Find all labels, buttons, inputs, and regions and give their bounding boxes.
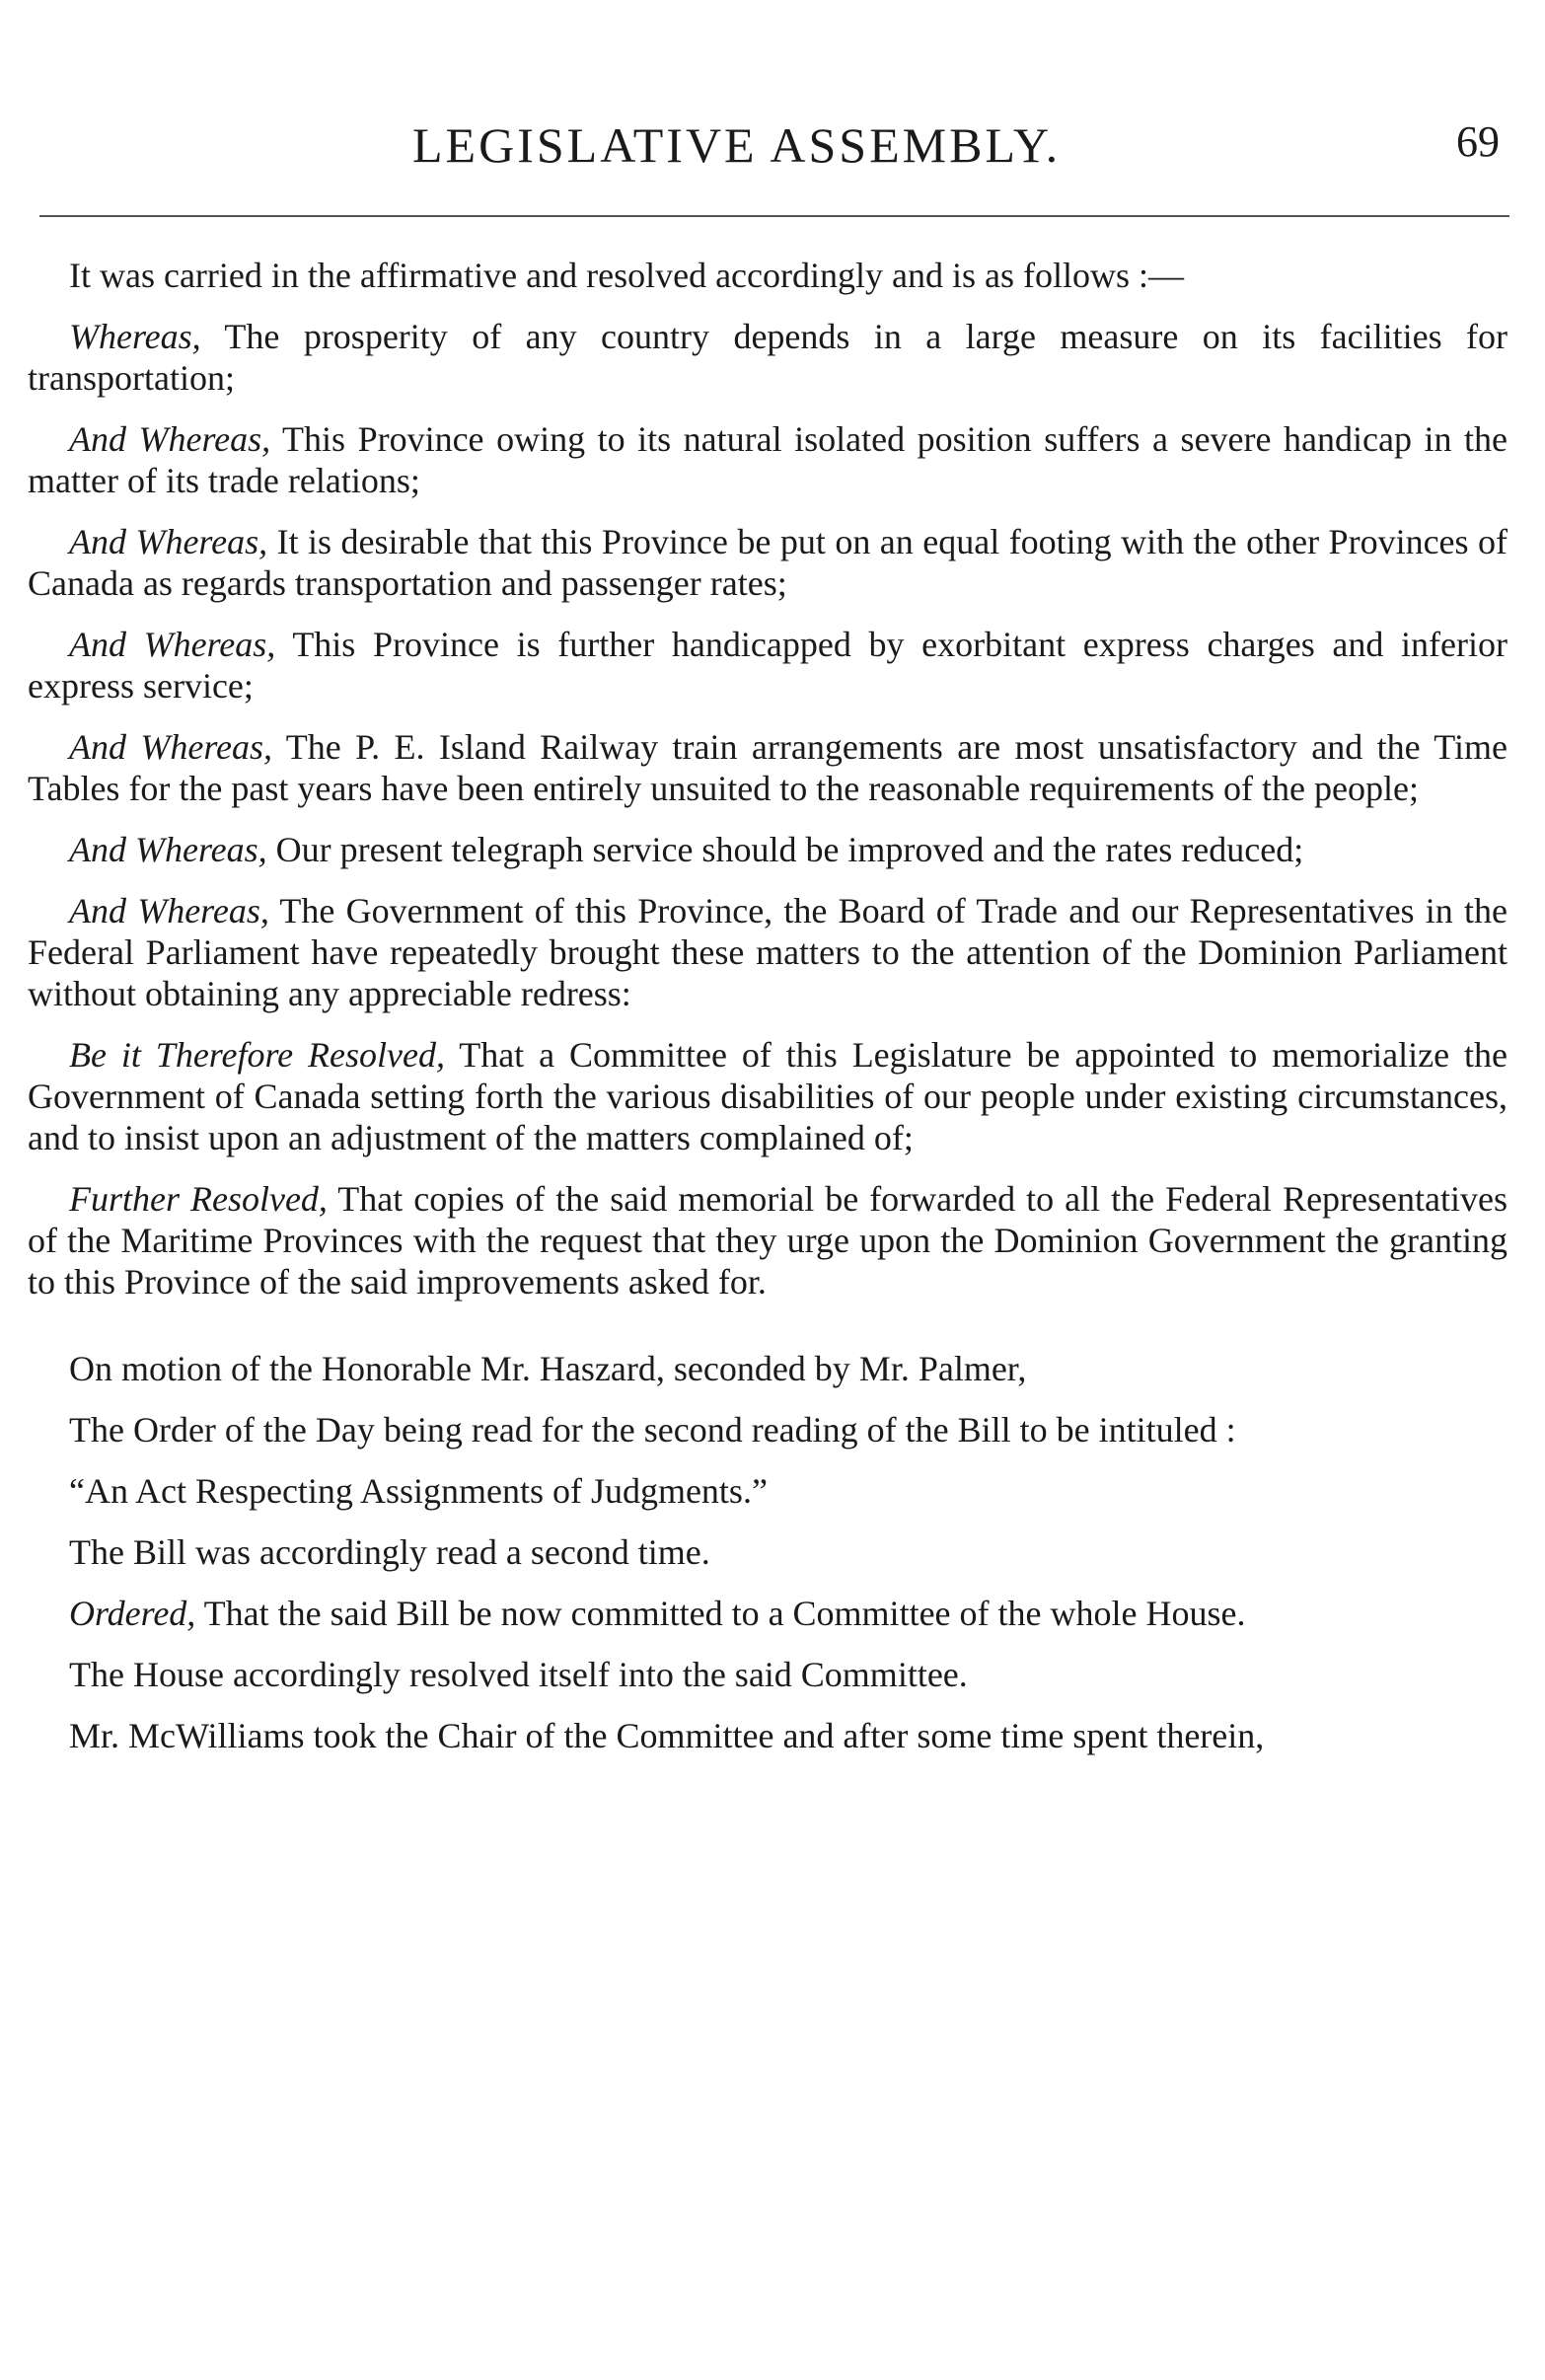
paragraph-whereas-1 <box>28 316 1508 399</box>
paragraph-motion <box>28 1348 1508 1389</box>
paragraph-lead: Further Resolved, <box>69 1179 328 1219</box>
paragraph-text: This Province owing to its natural isolated position suffers a severe handicap in the matter of its trade relations; <box>28 419 1508 500</box>
paragraph-order-of-day <box>28 1409 1508 1450</box>
paragraph-text: This Province is further handicapped by exorbitant express charges and inferior express service; <box>28 625 1508 706</box>
paragraph-whereas-2 <box>28 418 1508 501</box>
paragraph-lead: Be it Therefore Resolved, <box>69 1035 445 1075</box>
paragraph-text: That the said Bill be now committed to a Committee of the whole House. <box>195 1594 1246 1633</box>
header-rule <box>39 215 1509 217</box>
paragraph-text: That copies of the said memorial be forwarded to all the Federal Representatives of the Maritime Provinces with the request that they urge upon the Dominion Government the granting to this Province of the said improvements asked for. <box>28 1179 1508 1302</box>
paragraph-text: It is desirable that this Province be put on an equal footing with the other Provinces of Canada as regards transportation and passenger rates; <box>28 522 1508 603</box>
paragraph-lead: And Whereas, <box>69 891 269 930</box>
paragraph-text: “An Act Respecting Assignments of Judgments.” <box>69 1471 768 1511</box>
paragraph-further-resolved <box>28 1178 1508 1302</box>
paragraph-chair <box>28 1715 1508 1756</box>
paragraph-lead: Whereas, <box>69 317 201 356</box>
paragraph-whereas-5 <box>28 726 1508 809</box>
paragraph-text: On motion of the Honorable Mr. Haszard, seconded by Mr. Palmer, <box>69 1349 1027 1388</box>
page-number: 69 <box>1456 117 1500 166</box>
body-text <box>28 255 1508 1776</box>
paragraph-resolved <box>28 1034 1508 1158</box>
paragraph-text: The Bill was accordingly read a second time. <box>69 1532 710 1572</box>
paragraph-text: The prosperity of any country depends in a large measure on its facilities for transportation; <box>28 317 1508 398</box>
paragraph-text: The P. E. Island Railway train arrangements are most unsatisfactory and the Time Tables for the past years have been entirely unsuited to the reasonable requirements of the people; <box>28 727 1508 808</box>
paragraph-text: It was carried in the affirmative and resolved accordingly and is as follows :— <box>69 256 1184 295</box>
paragraph-lead: And Whereas, <box>69 625 276 664</box>
paragraph-text: Mr. McWilliams took the Chair of the Committee and after some time spent therein, <box>69 1716 1265 1755</box>
paragraph-house-resolved <box>28 1654 1508 1695</box>
paragraph-whereas-4 <box>28 624 1508 707</box>
paragraph-whereas-6 <box>28 829 1508 870</box>
paragraph-bill-title <box>28 1470 1508 1512</box>
page-header <box>0 116 1545 176</box>
paragraph-lead: Ordered, <box>69 1594 196 1633</box>
paragraph-lead: And Whereas, <box>69 830 267 869</box>
paragraph-text: That a Committee of this Legislature be appointed to memorialize the Government of Canada setting forth the various disabilities of our people under existing circumstances, and to insist upon an adjustment of the matters complained of; <box>28 1035 1508 1157</box>
running-title: LEGISLATIVE ASSEMBLY. <box>412 117 1062 173</box>
paragraph-text: Our present telegraph service should be improved and the rates reduced; <box>266 830 1304 869</box>
paragraph-second-reading <box>28 1531 1508 1573</box>
paragraph-lead: And Whereas, <box>69 727 272 767</box>
paragraph-text: The Order of the Day being read for the second reading of the Bill to be intituled : <box>69 1410 1236 1450</box>
paragraph-lead: And Whereas, <box>69 419 271 459</box>
paragraph-whereas-7 <box>28 890 1508 1014</box>
paragraph-whereas-3 <box>28 521 1508 604</box>
paragraph-text: The Government of this Province, the Board of Trade and our Representatives in the Federal Parliament have repeatedly brought these matters to the attention of the Dominion Parliament without obtaining any appreciable redress: <box>28 891 1508 1013</box>
paragraph-carried <box>28 255 1508 296</box>
paragraph-ordered <box>28 1593 1508 1634</box>
paragraph-text: The House accordingly resolved itself into the said Committee. <box>69 1655 968 1694</box>
paragraph-lead: And Whereas, <box>69 522 268 561</box>
